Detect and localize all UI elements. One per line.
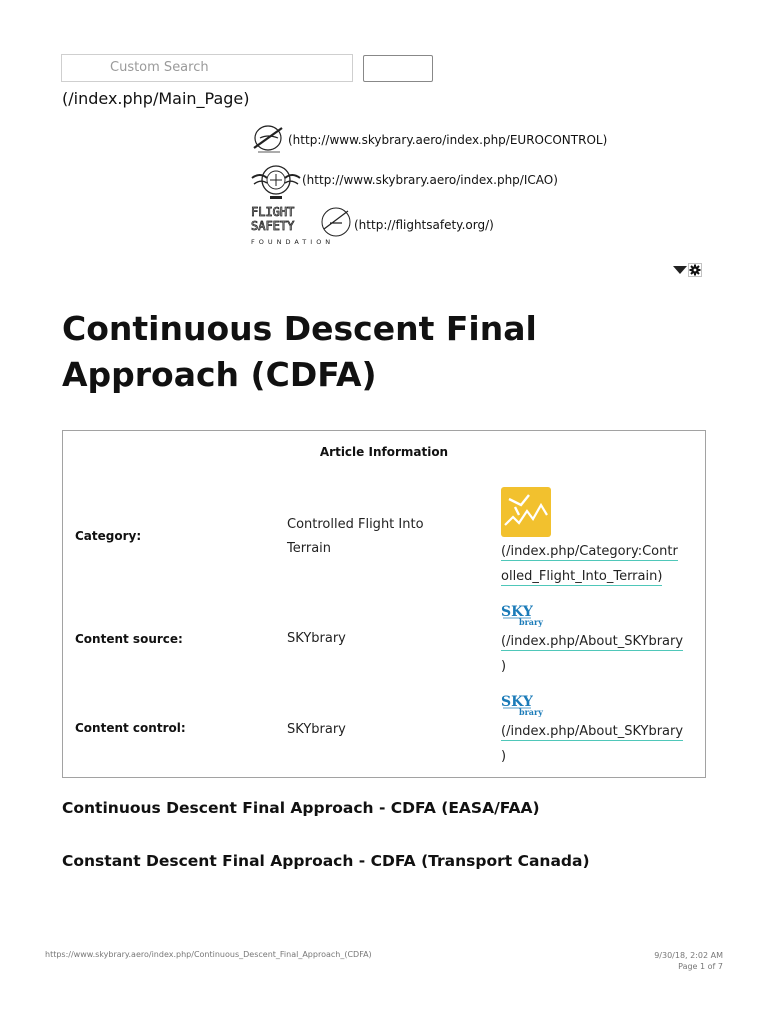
partner-flight-safety[interactable] — [250, 203, 494, 247]
partner-link[interactable]: (http://flightsafety.org/) — [354, 218, 494, 232]
content-control-link-line[interactable]: (/index.php/About_SKYbrary — [501, 724, 684, 739]
content-source-link-line[interactable]: (/index.php/About_SKYbrary — [501, 634, 684, 649]
icao-emblem-icon — [250, 158, 302, 202]
category-link-line[interactable]: olled_Flight_Into_Terrain) — [501, 569, 663, 584]
category-link-line[interactable]: (/index.php/Category:Contr — [501, 544, 678, 559]
skybrary-logo-icon — [501, 603, 553, 627]
content-source-link-line[interactable]: ) — [501, 659, 507, 674]
main-page-link[interactable]: (/index.php/Main_Page) — [62, 89, 250, 108]
content-source-value: SKYbrary — [287, 631, 346, 646]
flight-safety-logo-text: FLIGHT — [251, 205, 295, 219]
search-input[interactable]: Custom Search — [61, 54, 353, 82]
content-control-link-line[interactable]: ) — [501, 749, 507, 764]
footer-page-number: Page 1 of 7 — [678, 962, 723, 971]
search-button[interactable] — [363, 55, 433, 82]
article-information-header: Article Information — [319, 445, 449, 459]
content-source-label: Content source: — [75, 632, 183, 646]
article-information-table — [62, 430, 706, 778]
gear-icon — [688, 263, 702, 277]
category-link[interactable] — [501, 487, 697, 589]
partner-link[interactable]: (http://www.skybrary.aero/index.php/ICAO) — [302, 173, 558, 187]
content-control-label: Content control: — [75, 721, 186, 735]
content-control-value: SKYbrary — [287, 722, 346, 737]
eurocontrol-logo-icon — [250, 124, 288, 156]
partner-eurocontrol[interactable] — [250, 124, 607, 156]
svg-text:brary: brary — [519, 617, 543, 627]
page-tools-menu[interactable] — [672, 263, 702, 277]
svg-text:SKY: SKY — [501, 694, 533, 710]
skybrary-logo-icon — [501, 693, 553, 717]
dropdown-triangle-icon — [672, 265, 688, 275]
svg-text:SKY: SKY — [501, 604, 533, 620]
footer-datetime: 9/30/18, 2:02 AM — [654, 951, 723, 960]
flight-safety-logo-text: SAFETY — [251, 219, 295, 233]
content-source-link[interactable] — [501, 603, 697, 679]
category-label: Category: — [75, 529, 142, 543]
footer-url: https://www.skybrary.aero/index.php/Continuous_Descent_Final_Approach_(CDFA) — [45, 950, 372, 959]
content-control-link[interactable] — [501, 693, 697, 769]
footer-date — [654, 950, 723, 972]
category-value: Controlled Flight Into Terrain — [287, 517, 424, 556]
section-heading-easa-faa: Continuous Descent Final Approach - CDFA (EASA/FAA) — [62, 799, 540, 817]
flight-safety-foundation-logo-icon — [250, 203, 354, 247]
cfit-category-icon — [501, 487, 551, 537]
partner-link[interactable]: (http://www.skybrary.aero/index.php/EUROCONTROL) — [288, 133, 608, 147]
partner-icao[interactable] — [250, 158, 558, 202]
page-title: Continuous Descent Final Approach (CDFA) — [62, 309, 537, 394]
section-heading-transport-canada: Constant Descent Final Approach - CDFA (Transport Canada) — [62, 852, 590, 870]
flight-safety-logo-text: FOUNDATION — [251, 238, 335, 246]
svg-text:brary: brary — [519, 707, 543, 717]
